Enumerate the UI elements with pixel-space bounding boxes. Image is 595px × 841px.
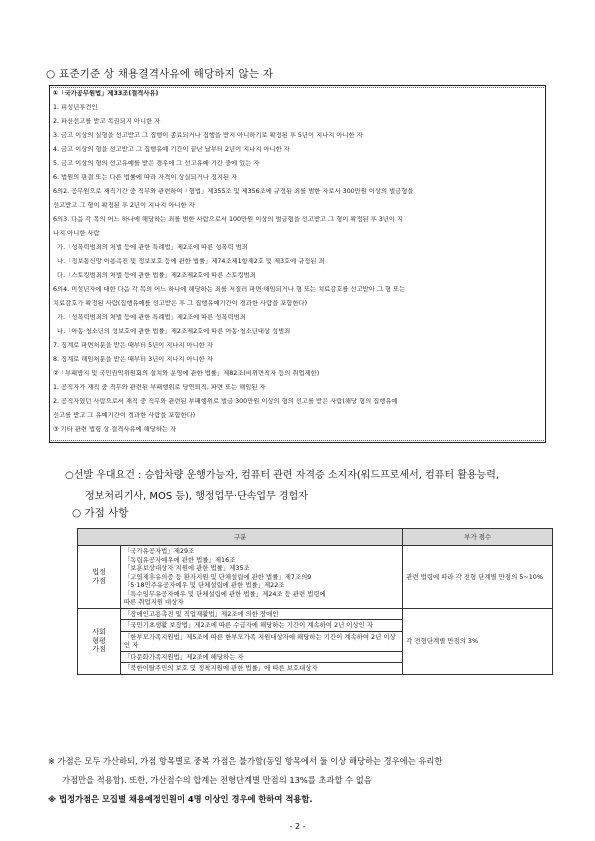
box-line: 나지 아니한 사람 [53,230,100,237]
legal-points-cell: 관련 법령에 따라 각 전형 단계별 만점의 5~10% [403,546,553,609]
box-line: ①「국가공무원법」제33조(결격사유) [53,90,159,97]
box-line: 나.「아동·청소년의 성보호에 관한 법률」제2조제2호에 따른 아동·청소년대상 성범죄 [57,328,291,335]
header-category: 구분 [78,529,403,546]
note-1-line-2: 가점만을 적용함). 또한, 가산점수의 합계는 전형단계별 만점의 13%를 초과할 수 없음 [62,775,372,785]
box-line: 2. 파산선고를 받고 복권되지 아니한 자 [53,118,161,125]
social-criteria-item: 「국민기초생활 보장법」제2조에 따른 수급자에 해당하는 기간이 계속하여 2년 이상인 자 [120,620,402,632]
box-line: 1. 피성년후견인 [53,104,98,111]
box-line: 가.「성폭력범죄의 처벌 등에 관한 특례법」제2조에 따른 성폭력 범죄 [57,244,248,251]
legal-criteria-item: 「독립유공자예우에 관한 법률」제16조 [123,555,236,564]
legal-bonus-row [78,546,553,609]
box-line: ②「부패방지 및 국민권익위원회의 설치와 운영에 관한 법률」제82조(비위면직자 등의 취업제한) [53,370,320,377]
legal-criteria-item: 「5·18민주유공자예우 및 단체설립에 관한 법률」제22조 [123,581,285,589]
social-category-cell [78,608,121,674]
box-line: 2. 공직자였던 사람으로서 재직 중 직무와 관련된 부패행위로 벌금 300만원 이상의 형의 선고를 받은 사람(해당 형의 집행유예 [53,398,398,405]
box-line: 나.「정보통신망 이용촉진 및 정보보호 등에 관한 법률」제74조제1항제2호 및 제3호에 규정된 죄 [57,258,325,265]
table-header-row [78,529,553,546]
box-line: ③ 기타 관련 법령 상 결격사유에 해당하는 자 [53,426,177,433]
legal-criteria-item: 「고엽제후유의증 등 환자지원 및 단체설립에 관한 법률」제7조의9 [123,572,312,581]
note-1-line-1: ※ 가점은 모두 가산하되, 가점 항목별로 중복 가점은 불가함(동일 항목에서 둘 이상 해당하는 경우에는 유리한 [48,756,443,766]
page-number: - 2 - [289,822,306,831]
social-bonus-row-1 [78,608,553,620]
header-points: 부가 점수 [403,529,553,546]
preference-paragraph [65,465,565,507]
legal-category: 법정 가점 [92,568,106,585]
legal-criteria-item: 「보훈보상대상자 지원에 관한 법률」제35조 [123,564,250,572]
social-criteria-item: 「한부모가족지원법」제5조에 따른 한부모가족 지원대상자에 해당하는 기간이 계속하여 2년 이상인 자 [120,631,402,651]
box-line: 4. 금고 이상의 형을 선고받고 그 집행유예 기간이 끝난 날부터 2년이 지나지 아니한 자 [53,146,290,153]
box-line: 5. 금고 이상의 형의 선고유예를 받은 경우에 그 선고유예 기간 중에 있는 자 [53,160,260,167]
section-heading-disqualification: ○ 표준기준 상 채용결격사유에 해당하지 않는 자 [46,68,274,80]
preference-line-1: ○선발 우대요건 : 승합차량 운행가능자, 컴퓨터 관련 자격증 소지자(워드프로세서, 컴퓨터 활용능력, [65,470,500,481]
social-category: 사회 형평 가점 [92,628,106,654]
box-line: 가.「성폭력범죄의 처벌 등에 관한 특례법」제2조에 따른 성폭력범죄 [57,314,246,321]
box-line: 선고를 받고 그 유예기간이 경과한 사람을 포함한다) [53,412,196,419]
preference-line-2: 정보처리기사, MOS 등), 행정업무·단속업무 경험자 [85,491,308,502]
box-line: 6의2. 공무원으로 재직기간 중 직무와 관련하여「형법」제355조 및 제356조에 규정된 죄를 범한 자로서 300만원 이상의 벌금형을 [53,188,414,195]
box-line: 1. 공직자가 재직 중 직무와 관련된 부패행위로 당연퇴직, 파면 또는 해임된 자 [53,384,266,391]
box-line: 6. 법원의 판결 또는 다른 법률에 따라 자격이 상실되거나 정지된 자 [53,174,238,181]
box-top-divider [51,87,544,88]
social-points-cell: 각 전형단계별 만점의 3% [403,608,553,674]
social-criteria-item: 「장애인고용촉진 및 직업재활법」제2조에 의한 장애인 [120,608,402,620]
legal-criteria-item: 「국가유공자법」제29조 [123,547,195,555]
box-line: 6의3. 다음 각 목의 어느 하나에 해당하는 죄를 범한 사람으로서 100만원 이상의 벌금형을 선고받고 그 형이 확정된 후 3년이 지 [53,216,403,223]
legal-category-cell [78,546,121,609]
box-line: 7. 징계로 파면처분을 받은 때부터 5년이 지나지 아니한 자 [53,342,213,349]
disqualification-box [49,85,546,443]
box-line: 치료감호가 확정된 사람(집행유예를 선고받은 후 그 집행유예기간이 경과한 사람을 포함한다) [53,300,308,307]
legal-criteria-item: 따른 취업지원 대상자 [123,598,184,606]
notes [48,752,558,809]
box-line: 3. 금고 이상의 실형을 선고받고 그 집행이 종료되거나 집행을 받지 아니하기로 확정된 후 5년이 지나지 아니한 자 [53,132,363,139]
box-line: 선고받고 그 형이 확정된 후 2년이 지나지 아니한 자 [53,202,195,209]
note-2: ※ 법정가점은 모집별 채용예정인원이 4명 이상인 경우에 한하여 적용함. [48,794,313,804]
social-criteria-item: 「북한이탈주민의 보호 및 정착지원에 관한 법률」에 따른 보호대상자 [120,663,402,675]
section-heading-bonus: ○ 가점 사항 [72,507,129,519]
bonus-points-table [77,528,553,675]
box-bottom-divider [51,440,544,441]
social-criteria-item: 「다문화가족지원법」제2조에 해당하는 자 [120,651,402,663]
box-line: 6의4. 미성년자에 대한 다음 각 목의 어느 하나에 해당하는 죄를 저질러 파면·해임되거나 형 또는 치료감호를 선고받아 그 형 또는 [53,286,406,293]
legal-criteria-cell [120,546,402,609]
box-line: 8. 징계로 해임처분을 받은 때부터 3년이 지나지 아니한 자 [53,356,213,363]
legal-criteria-item: 「특수임무유공자예우 및 단체설립에 관한 법률」제24조 등 관련 법령에 [123,589,326,598]
box-line: 다.「스토킹범죄의 처벌 등에 관한 법률」제2조제2호에 따른 스토킹범죄 [57,272,256,279]
